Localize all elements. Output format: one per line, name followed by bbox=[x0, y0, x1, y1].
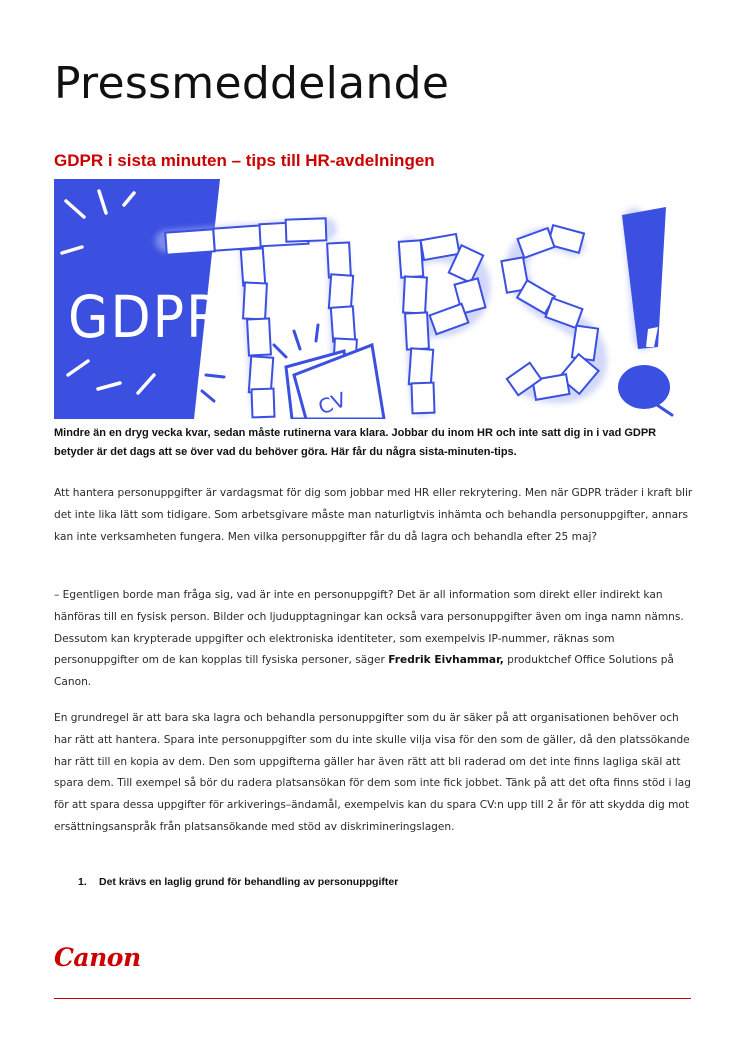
page-title: Pressmeddelande bbox=[54, 58, 450, 109]
exclamation-mark bbox=[618, 207, 670, 409]
canon-logo-text: Canon bbox=[54, 944, 141, 970]
list-number: 1. bbox=[78, 876, 87, 888]
subtitle: GDPR i sista minuten – tips till HR-avdelningen bbox=[54, 151, 435, 170]
list-text: Det krävs en laglig grund för behandling av personuppgifter bbox=[99, 876, 399, 888]
quote-person: Fredrik Eivhammar, bbox=[388, 654, 504, 667]
gdpr-tips-illustration bbox=[54, 179, 690, 419]
hero-illustration bbox=[54, 179, 690, 419]
cv-text: CV bbox=[314, 387, 350, 419]
quote-text: – Egentligen borde man fråga sig, vad är inte en personuppgift? Det är all information som direkt eller indirekt kan hänföras till en fysisk person. Bilder och ljudupptagningar kan också vara personuppgifter även om inga namn nämns. Dessutom kan krypterade uppgifter och elektroniska identiteter, som exempelvis IP-nummer, räknas som personuppgifter om de kan kopplas till fysiska personer, säger bbox=[54, 589, 684, 667]
quote-title: produktchef Office Solutions på Canon. bbox=[54, 654, 674, 689]
lead-paragraph: Mindre än en dryg vecka kvar, sedan måste rutinerna vara klara. Jobbar du inom HR och inte satt dig in i vad GDPR betyder är det dags att se över vad du behöver göra. Här får du några sista-minuten-tips. bbox=[54, 427, 657, 458]
body-paragraph-3: En grundregel är att bara ska lagra och behandla personuppgifter som du är säker på att organisationen behöver och har rätt att hantera. Spara inte personuppgifter som du inte skulle vilja visa för den som de gäller, då den platssökande har rätt till en kopia av dem. Den som uppgifterna gäller har även rätt att bli raderad om det inte finns lagliga skäl att spara dem. Till exempel så bör du radera platsansökan för dem som inte fick jobbet. Tänk på att det ofta finns stöd i lag för att spara dessa uppgifter för arkiverings–ändamål, exempelvis kan du spara CV:n upp till 2 år för att skydda dig mot ersättningsanspråk från platsansökande med stöd av diskrimineringslagen. bbox=[54, 712, 691, 833]
body-paragraph-1: Att hantera personuppgifter är vardagsmat för dig som jobbar med HR eller rekrytering. Men när GDPR träder i kraft blir det inte lika lätt som tidigare. Som arbetsgivare måste man naturligtvis inhämta och behandla personuppgifter, annars kan inte verksamheten fungera. Men vilka personuppgifter får du då lagra och behandla efter 25 maj? bbox=[54, 487, 693, 543]
cv-folder-icon bbox=[274, 325, 384, 419]
canon-logo bbox=[54, 944, 164, 970]
list-item bbox=[78, 876, 398, 888]
body-paragraph-2 bbox=[54, 585, 696, 694]
gdpr-text: GDPR bbox=[68, 283, 225, 351]
footer-divider bbox=[54, 998, 691, 999]
